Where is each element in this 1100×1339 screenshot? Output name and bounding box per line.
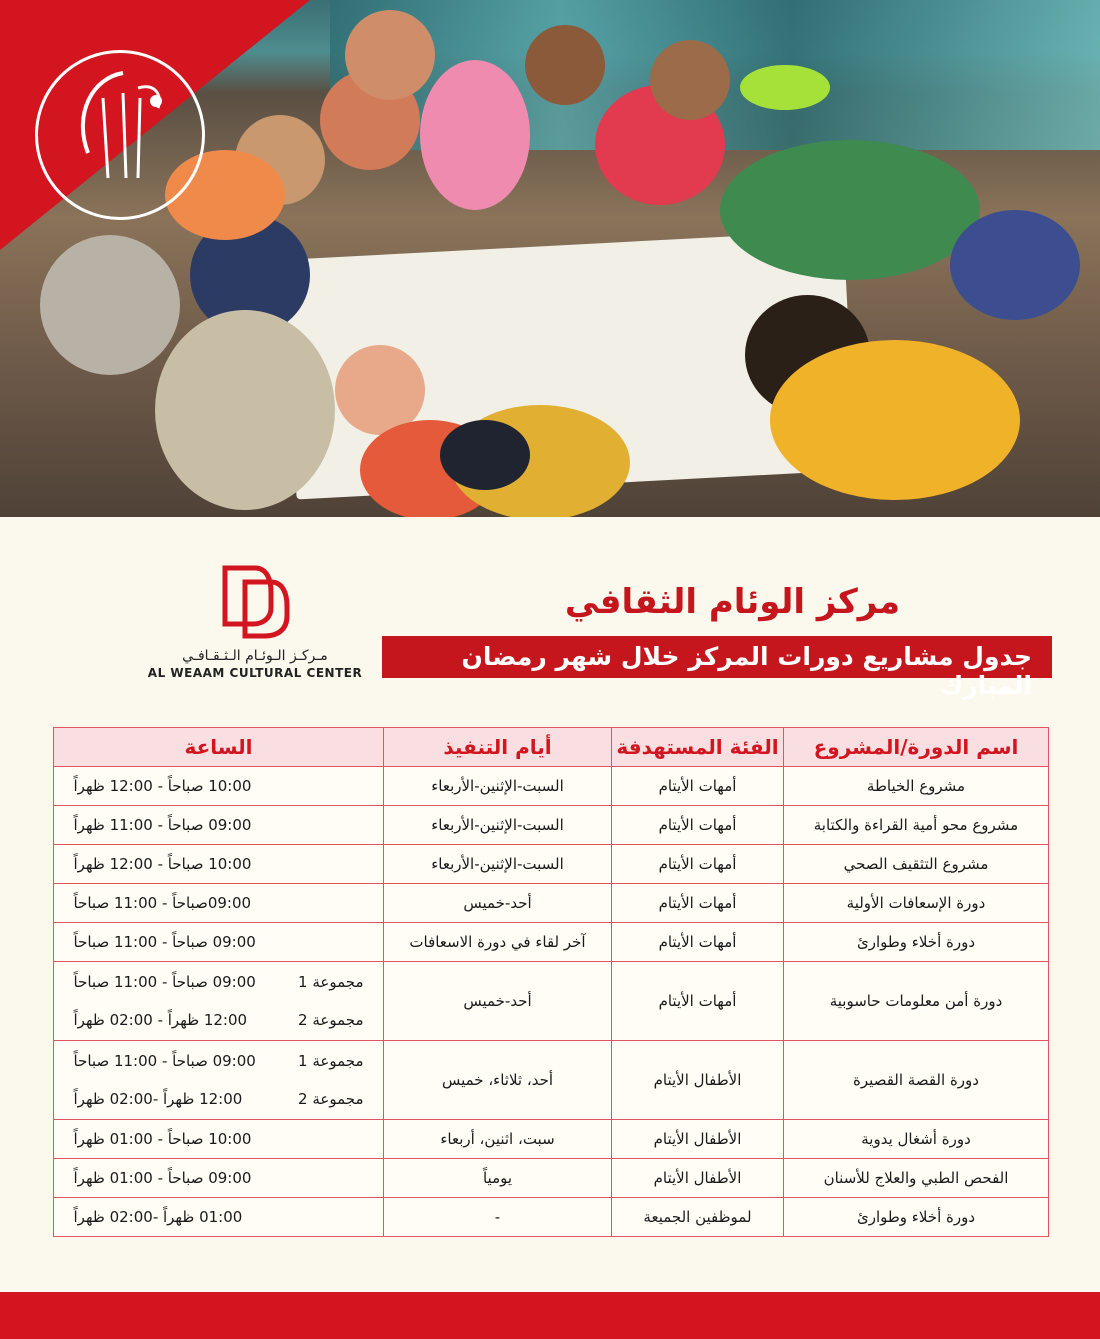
- subtitle-text: جدول مشاريع دورات المركز خلال شهر رمضان المبارك: [461, 642, 1032, 700]
- days-cell: آخر لقاء في دورة الاسعافات: [384, 923, 612, 962]
- course-name-cell: مشروع الخياطة: [784, 767, 1049, 806]
- time-range: 09:00 صباحاً - 11:00 صباحاً: [73, 933, 256, 951]
- course-name-cell: دورة القصة القصيرة: [784, 1041, 1049, 1120]
- time-slot: [54, 1042, 383, 1080]
- hero-photo: [0, 0, 1100, 517]
- time-slot: [54, 963, 383, 1001]
- course-name-cell: مشروع التثقيف الصحي: [784, 845, 1049, 884]
- target-group-cell: الأطفال الأيتام: [612, 1120, 784, 1159]
- table-row: [54, 1041, 1049, 1120]
- time-slot: [54, 1159, 383, 1197]
- course-name-cell: دورة أمن معلومات حاسوبية: [784, 962, 1049, 1041]
- time-range: 09:00صباحاً - 11:00 صباحاً: [73, 894, 252, 912]
- course-name-cell: دورة أخلاء وطوارئ: [784, 1198, 1049, 1237]
- time-cell: [54, 923, 384, 962]
- time-range: 09:00 صباحاً - 01:00 ظهراً: [73, 1169, 252, 1187]
- days-cell: -: [384, 1198, 612, 1237]
- time-slot: [54, 1198, 383, 1236]
- target-group-cell: أمهات الأيتام: [612, 767, 784, 806]
- table-row: [54, 1198, 1049, 1237]
- course-name-cell: دورة أخلاء وطوارئ: [784, 923, 1049, 962]
- time-cell: [54, 806, 384, 845]
- course-name-cell: الفحص الطبي والعلاج للأسنان: [784, 1159, 1049, 1198]
- schedule-table: [53, 727, 1049, 1237]
- time-range: 01:00 ظهراً -02:00 ظهراً: [73, 1208, 243, 1226]
- target-group-cell: أمهات الأيتام: [612, 962, 784, 1041]
- time-range: 09:00 صباحاً - 11:00 صباحاً: [73, 1052, 256, 1070]
- days-cell: يومياً: [384, 1159, 612, 1198]
- days-cell: السبت-الإثنين-الأربعاء: [384, 767, 612, 806]
- time-cell: [54, 1159, 384, 1198]
- time-slot: [54, 845, 383, 883]
- course-name-cell: مشروع محو أمية القراءة والكتابة: [784, 806, 1049, 845]
- days-cell: السبت-الإثنين-الأربعاء: [384, 845, 612, 884]
- days-cell: أحد-خميس: [384, 884, 612, 923]
- time-range: 09:00 صباحاً - 11:00 صباحاً: [73, 973, 256, 991]
- table-row: [54, 1120, 1049, 1159]
- time-slot: [54, 1080, 383, 1118]
- table-row: [54, 806, 1049, 845]
- group-label: مجموعة 2: [298, 1011, 364, 1029]
- footer-bar: [0, 1292, 1100, 1339]
- target-group-cell: أمهات الأيتام: [612, 845, 784, 884]
- subtitle-banner: [382, 636, 1052, 700]
- page-title: مركز الوئام الثقافي: [564, 582, 900, 622]
- table-header-row: [54, 728, 1049, 767]
- course-name-cell: دورة أشغال يدوية: [784, 1120, 1049, 1159]
- target-group-cell: الأطفال الأيتام: [612, 1159, 784, 1198]
- column-header-target: الفئة المستهدفة: [612, 728, 784, 767]
- time-cell: [54, 1120, 384, 1159]
- time-cell: [54, 1198, 384, 1237]
- days-cell: السبت-الإثنين-الأربعاء: [384, 806, 612, 845]
- time-slot: [54, 1001, 383, 1039]
- group-label: مجموعة 2: [298, 1090, 364, 1108]
- time-range: 12:00 ظهراً -02:00 ظهراً: [73, 1090, 243, 1108]
- time-slot: [54, 767, 383, 805]
- cultural-center-mark-icon: [215, 560, 295, 640]
- table-row: [54, 962, 1049, 1041]
- time-range: 09:00 صباحاً - 11:00 ظهراً: [73, 816, 252, 834]
- days-cell: أحد-خميس: [384, 962, 612, 1041]
- table-row: [54, 923, 1049, 962]
- table-row: [54, 884, 1049, 923]
- table-row: [54, 767, 1049, 806]
- time-cell: [54, 767, 384, 806]
- time-cell: [54, 845, 384, 884]
- group-label: مجموعة 1: [298, 973, 364, 991]
- table-row: [54, 1159, 1049, 1198]
- target-group-cell: أمهات الأيتام: [612, 923, 784, 962]
- column-header-days: أيام التنفيذ: [384, 728, 612, 767]
- time-slot: [54, 884, 383, 922]
- charitable-society-logo: [35, 50, 205, 220]
- target-group-cell: أمهات الأيتام: [612, 806, 784, 845]
- time-cell: [54, 1041, 384, 1120]
- group-label: مجموعة 1: [298, 1052, 364, 1070]
- time-range: 10:00 صباحاً - 12:00 ظهراً: [73, 855, 252, 873]
- course-name-cell: دورة الإسعافات الأولية: [784, 884, 1049, 923]
- time-cell: [54, 962, 384, 1041]
- center-name-arabic: مـركـز الـوئـام الـثـقـافـي: [182, 648, 328, 664]
- time-cell: [54, 884, 384, 923]
- target-group-cell: لموظفين الجميعة: [612, 1198, 784, 1237]
- cultural-center-logo: [145, 560, 365, 685]
- time-slot: [54, 923, 383, 961]
- time-range: 12:00 ظهراً - 02:00 ظهراً: [73, 1011, 248, 1029]
- time-range: 10:00 صباحاً - 12:00 ظهراً: [73, 777, 252, 795]
- time-slot: [54, 1120, 383, 1158]
- center-name-english: AL WEAAM CULTURAL CENTER: [147, 666, 363, 680]
- days-cell: أحد، ثلاثاء، خميس: [384, 1041, 612, 1120]
- days-cell: سبت، اثنين، أربعاء: [384, 1120, 612, 1159]
- column-header-course: اسم الدورة/المشروع: [784, 728, 1049, 767]
- time-slot: [54, 806, 383, 844]
- table-row: [54, 845, 1049, 884]
- target-group-cell: أمهات الأيتام: [612, 884, 784, 923]
- target-group-cell: الأطفال الأيتام: [612, 1041, 784, 1120]
- time-range: 10:00 صباحاً - 01:00 ظهراً: [73, 1130, 252, 1148]
- column-header-time: الساعة: [54, 728, 384, 767]
